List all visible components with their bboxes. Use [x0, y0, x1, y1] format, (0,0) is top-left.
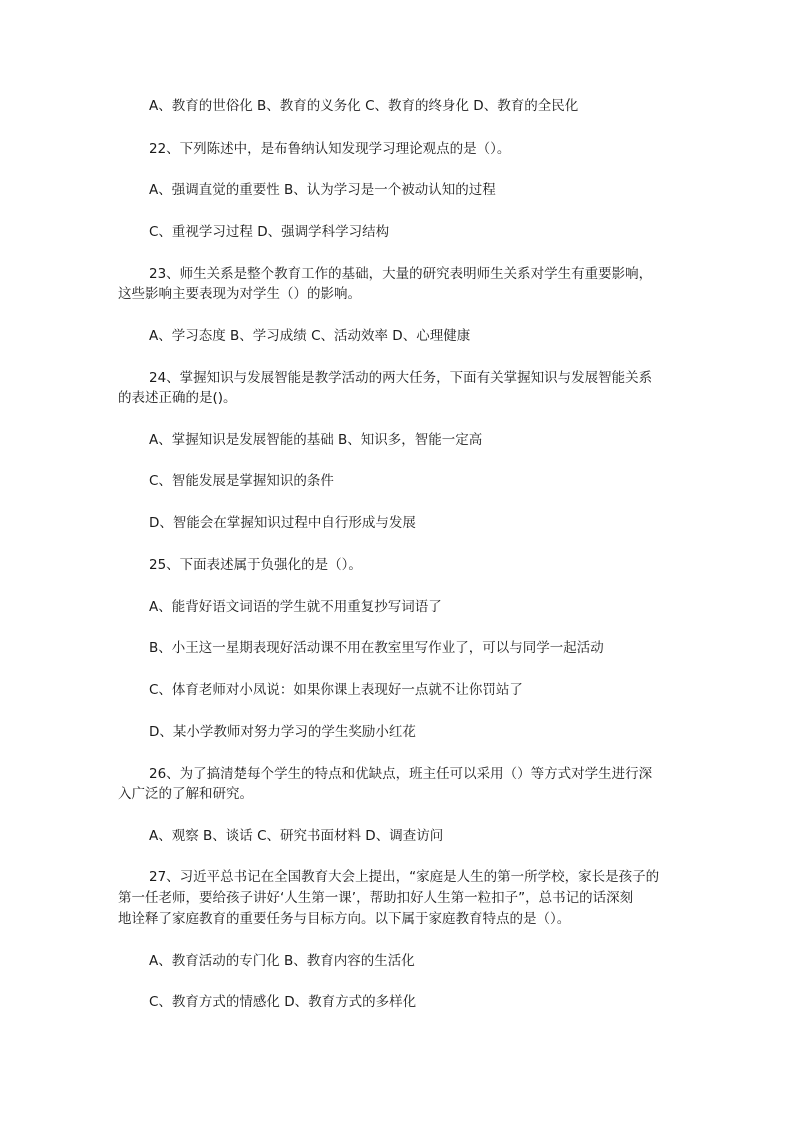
q26-stem-line2: 入广泛的了解和研究。 [118, 786, 253, 802]
q22-options-ab: A、强调直觉的重要性 B、认为学习是一个被动认知的过程 [149, 182, 496, 198]
q23-stem-line1: 23、师生关系是整个教育工作的基础，大量的研究表明师生关系对学生有重要影响， [149, 266, 653, 282]
q24-option-d: D、智能会在掌握知识过程中自行形成与发展 [149, 515, 416, 531]
q23-options: A、学习态度 B、学习成绩 C、活动效率 D、心理健康 [149, 328, 471, 344]
q21-options-line: A、教育的世俗化 B、教育的义务化 C、教育的终身化 D、教育的全民化 [149, 98, 579, 114]
q27-options-ab: A、教育活动的专门化 B、教育内容的生活化 [149, 953, 415, 969]
q24-stem-line2: 的表述正确的是()。 [118, 390, 237, 406]
q24-stem-line1: 24、掌握知识与发展智能是教学活动的两大任务，下面有关掌握知识与发展智能关系 [149, 370, 653, 386]
q23-stem-line2: 这些影响主要表现为对学生（）的影响。 [118, 286, 361, 302]
q27-stem-line3: 地诠释了家庭教育的重要任务与目标方向。以下属于家庭教育特点的是（）。 [118, 911, 571, 927]
q25-stem: 25、下面表述属于负强化的是（）。 [149, 557, 362, 573]
q25-option-b: B、小王这一星期表现好活动课不用在教室里写作业了，可以与同学一起活动 [149, 640, 604, 656]
q25-option-a: A、能背好语文词语的学生就不用重复抄写词语了 [149, 599, 442, 615]
q22-options-cd: C、重视学习过程 D、强调学科学习结构 [149, 224, 390, 240]
q24-option-c: C、智能发展是掌握知识的条件 [149, 473, 334, 489]
q26-options: A、观察 B、谈话 C、研究书面材料 D、调查访问 [149, 828, 444, 844]
q27-stem-line2: 第一任老师，要给孩子讲好‘人生第一课’，帮助扣好人生第一粒扣子”，总书记的话深刻 [118, 890, 634, 906]
q25-option-c: C、体育老师对小凤说：如果你课上表现好一点就不让你罚站了 [149, 682, 523, 698]
q25-option-d: D、某小学教师对努力学习的学生奖励小红花 [149, 724, 416, 740]
q27-options-cd: C、教育方式的情感化 D、教育方式的多样化 [149, 994, 417, 1010]
q27-stem-line1: 27、习近平总书记在全国教育大会上提出，“家庭是人生的第一所学校，家长是孩子的 [149, 869, 660, 885]
q22-stem: 22、下列陈述中，是布鲁纳认知发现学习理论观点的是（）。 [149, 141, 511, 157]
q24-options-ab: A、掌握知识是发展智能的基础 B、知识多，智能一定高 [149, 432, 483, 448]
q26-stem-line1: 26、为了搞清楚每个学生的特点和优缺点，班主任可以采用（）等方式对学生进行深 [149, 766, 653, 782]
